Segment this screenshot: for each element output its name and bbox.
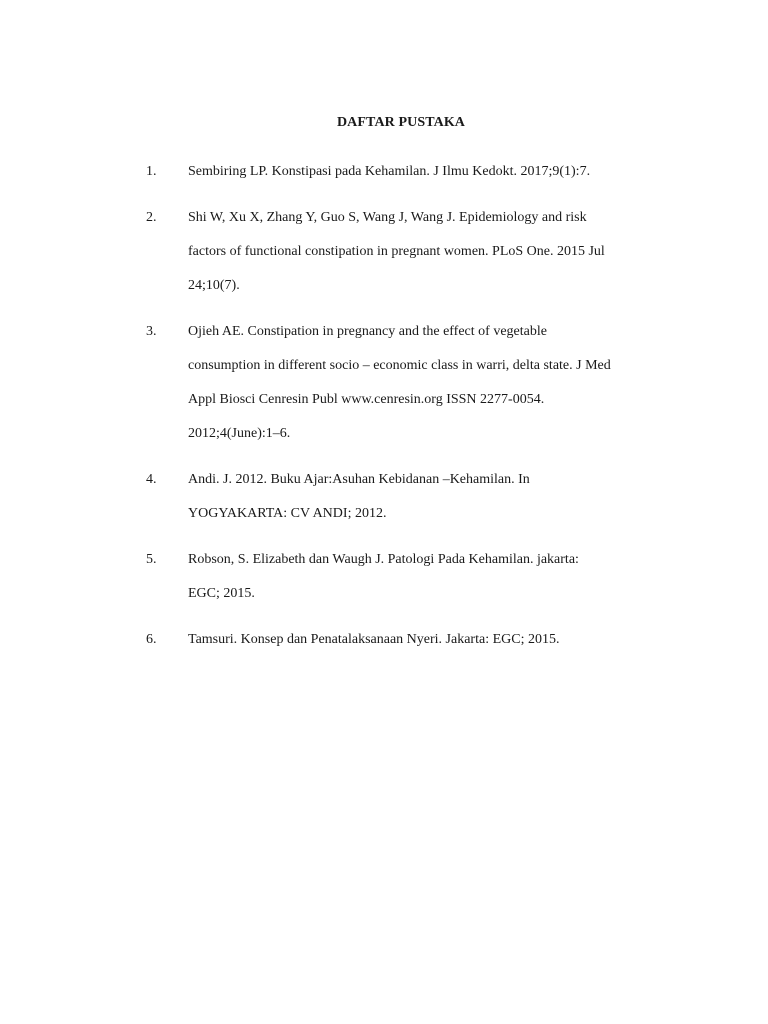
reference-number: 6.: [146, 632, 157, 647]
reference-line: Shi W, Xu X, Zhang Y, Guo S, Wang J, Wang J. Epidemiology and risk: [188, 210, 587, 225]
reference-list: [146, 161, 666, 675]
page-title: DAFTAR PUSTAKA: [336, 115, 466, 130]
reference-item-5: [146, 549, 666, 617]
reference-item-6: [146, 629, 666, 663]
reference-number: 2.: [146, 210, 157, 225]
reference-line: Tamsuri. Konsep dan Penatalaksanaan Nyeri. Jakarta: EGC; 2015.: [188, 632, 560, 647]
reference-line: YOGYAKARTA: CV ANDI; 2012.: [188, 506, 387, 521]
reference-line: 24;10(7).: [188, 278, 240, 293]
reference-text: [188, 469, 666, 537]
reference-text: [188, 207, 666, 309]
reference-item-2: [146, 207, 666, 309]
reference-text: [188, 161, 666, 195]
reference-number: 4.: [146, 472, 157, 487]
reference-item-1: [146, 161, 666, 195]
reference-line: Robson, S. Elizabeth dan Waugh J. Patologi Pada Kehamilan. jakarta:: [188, 552, 579, 567]
reference-number: 3.: [146, 324, 157, 339]
reference-line: Appl Biosci Cenresin Publ www.cenresin.org ISSN 2277-0054.: [188, 392, 545, 407]
reference-item-4: [146, 469, 666, 537]
reference-line: Andi. J. 2012. Buku Ajar:Asuhan Kebidanan –Kehamilan. In: [188, 472, 530, 487]
reference-line: Ojieh AE. Constipation in pregnancy and the effect of vegetable: [188, 324, 547, 339]
reference-text: [188, 321, 666, 457]
reference-line: consumption in different socio – economic class in warri, delta state. J Med: [188, 358, 611, 373]
reference-line: EGC; 2015.: [188, 586, 255, 601]
reference-number: 1.: [146, 164, 157, 179]
reference-number: 5.: [146, 552, 157, 567]
reference-line: 2012;4(June):1–6.: [188, 426, 291, 441]
reference-item-3: [146, 321, 666, 457]
reference-line: factors of functional constipation in pregnant women. PLoS One. 2015 Jul: [188, 244, 605, 259]
reference-text: [188, 549, 666, 617]
reference-line: Sembiring LP. Konstipasi pada Kehamilan. J Ilmu Kedokt. 2017;9(1):7.: [188, 164, 591, 179]
reference-text: [188, 629, 666, 663]
